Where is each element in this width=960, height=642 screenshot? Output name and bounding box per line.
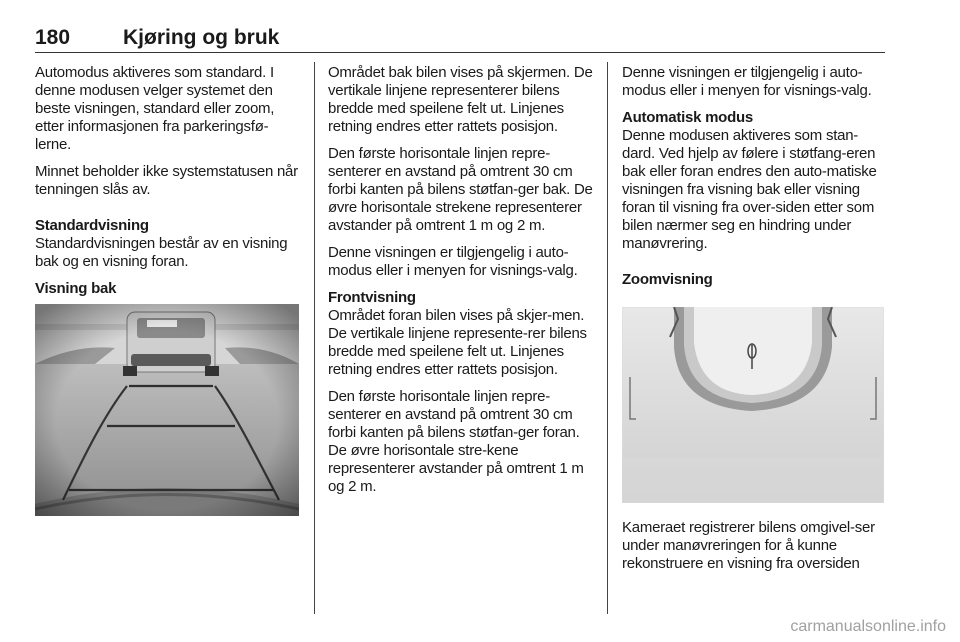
paragraph-front-area: Området foran bilen vises på skjer-men. De vertikale linjene represente-rer bilens bredde med speilene felt ut. Linjenes retning endres etter rattets posisjon. — [328, 307, 587, 378]
heading-auto-mode: Automatisk modus — [622, 109, 754, 126]
heading-rear-view: Visning bak — [35, 280, 117, 297]
header-rule — [35, 52, 885, 53]
column-divider-1 — [314, 62, 315, 614]
chapter-title: Kjøring og bruk — [123, 26, 280, 49]
column-1 — [35, 64, 303, 516]
paragraph-rear-area: Området bak bilen vises på skjermen. De vertikale linjene representerer bilens bredde med speilene felt ut. Linjenes retning endres etter rattets posisjon. — [328, 64, 593, 135]
paragraph-memory: Minnet beholder ikke systemstatusen når tenningen slås av. — [35, 163, 298, 198]
paragraph-rear-distance: Den første horisontale linjen repre-senterer en avstand på omtrent 30 cm forbi kanten på bilens støtfan-ger bak. De øvre horisontale strekene representerer avstander på omtrent 1 m og 2 m. — [328, 145, 593, 234]
page-header — [35, 26, 885, 54]
heading-standard-view: Standardvisning — [35, 217, 149, 234]
paragraph-zoom-availability: Denne visningen er tilgjengelig i auto-modus eller i menyen for visnings-valg. — [622, 64, 872, 99]
rear-camera-image — [35, 304, 299, 516]
page-number: 180 — [35, 26, 71, 49]
paragraph-auto-mode: Denne modusen aktiveres som stan-dard. Ved hjelp av følere i støtfang-eren bak eller foran endres den auto-matiske visningen fra visning bak eller visning foran til visning fra over-siden etter som bilen nærmer seg en hindring under manøvrering. — [622, 127, 877, 252]
column-divider-2 — [607, 62, 608, 614]
paragraph-zoom-camera: Kameraet registrerer bilens omgivel-ser under manøvreringen for å kunne rekonstruere en visning fra oversiden — [622, 519, 875, 572]
column-3 — [622, 64, 890, 582]
paragraph-front-distance: Den første horisontale linjen repre-senterer en avstand på omtrent 30 cm forbi kanten på bilens støtfan-ger foran. De øvre horisontale stre-kene representerer avstander på omtrent 1 m og 2 m. — [328, 388, 584, 495]
heading-zoom-view: Zoomvisning — [622, 271, 713, 288]
heading-front-view: Frontvisning — [328, 289, 416, 306]
column-2 — [328, 64, 596, 505]
watermark: carmanualsonline.info — [790, 618, 946, 635]
paragraph-automode: Automodus aktiveres som standard. I denne modusen velger systemet den beste visningen, standard eller zoom, etter informasjonen fra parkeringsfø-lerne. — [35, 64, 275, 153]
zoom-camera-image — [622, 307, 884, 503]
paragraph-standard-view: Standardvisningen består av en visning bak og en visning foran. — [35, 235, 288, 270]
paragraph-rear-availability: Denne visningen er tilgjengelig i auto-modus eller i menyen for visnings-valg. — [328, 244, 578, 279]
